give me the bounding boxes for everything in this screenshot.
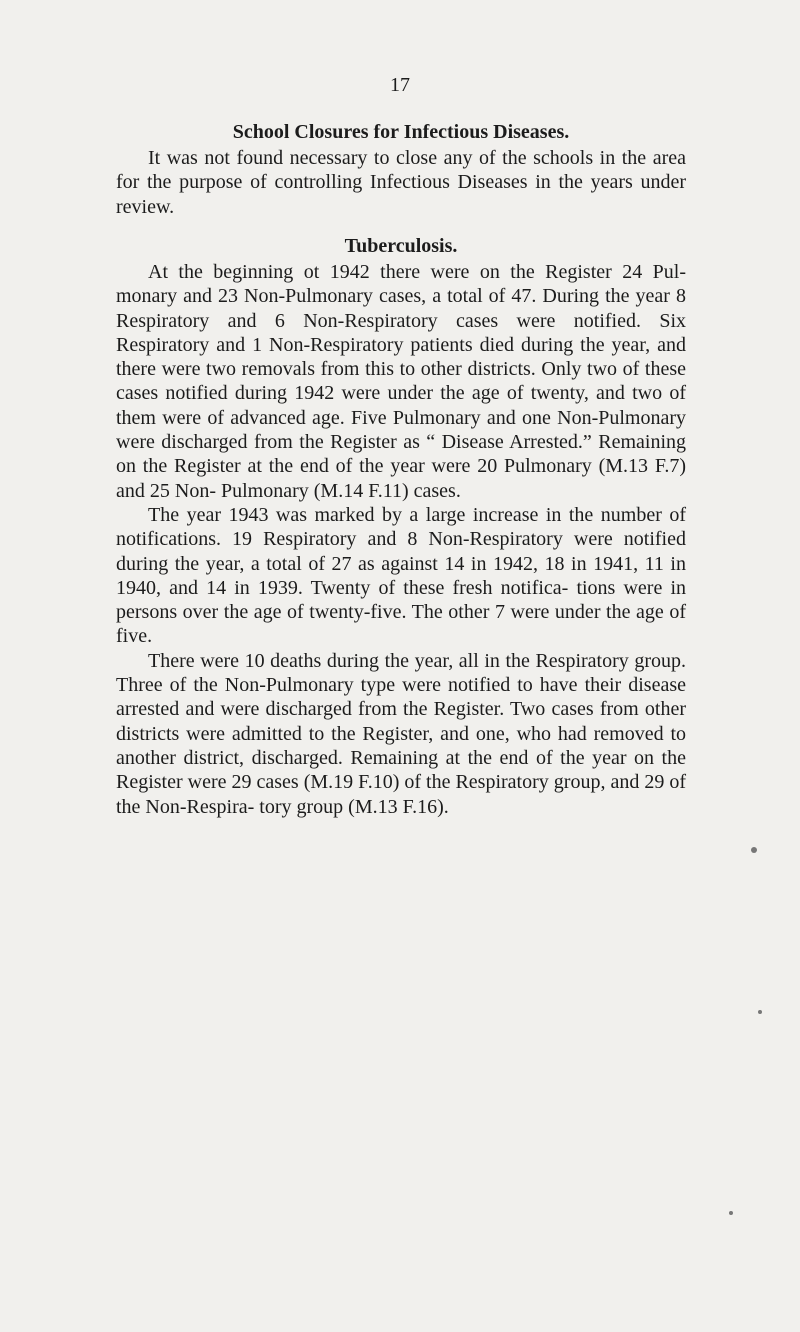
- paper-speck: [729, 1211, 733, 1215]
- school-closures-section: [116, 120, 686, 219]
- tuberculosis-paragraph-1: At the beginning ot 1942 there were on the Register 24 Pul- monary and 23 Non-Pulmonary cases, a total of 47. During the year 8 Respiratory and 6 Non-Respiratory cases were notified. Six Respiratory and 1 Non-Respiratory patients died during the year, and there were two removals from this to other districts. Only two of these cases notified during 1942 were under the age of twenty, and two of them were of advanced age. Five Pulmonary and one Non-Pulmonary were discharged from the Register as “ Disease Arrested.” Remaining on the Register at the end of the year were 20 Pulmonary (M.13 F.7) and 25 Non- Pulmonary (M.14 F.11) cases.: [116, 261, 686, 502]
- paper-speck: [758, 1010, 762, 1014]
- school-closures-paragraph: It was not found necessary to close any of the schools in the area for the purpose of controlling Infectious Diseases in the years under review.: [116, 147, 686, 218]
- page-number: 17: [390, 74, 410, 96]
- paper-speck: [751, 847, 757, 853]
- tuberculosis-paragraph-2: The year 1943 was marked by a large increase in the number of notifications. 19 Respiratory and 8 Non-Respiratory were notified during the year, a total of 27 as against 14 in 1942, 18 in 1941, 11 in 1940, and 14 in 1939. Twenty of these fresh notifica- tions were in persons over the age of twenty-five. The other 7 were under the age of five.: [116, 503, 686, 648]
- tuberculosis-section: [116, 234, 686, 819]
- school-closures-heading: School Closures for Infectious Diseases.: [232, 121, 570, 143]
- tuberculosis-paragraph-3: There were 10 deaths during the year, all in the Respiratory group. Three of the Non-Pulmonary type were notified to have their disease arrested and were discharged from the Register. Two cases from other districts were admitted to the Register, and one, who had removed to another district, discharged. Remaining at the end of the year on the Register were 29 cases (M.19 F.10) of the Respiratory group, and 29 of the Non-Respira- tory group (M.13 F.16).: [116, 649, 686, 818]
- tuberculosis-heading: Tuberculosis.: [344, 235, 458, 257]
